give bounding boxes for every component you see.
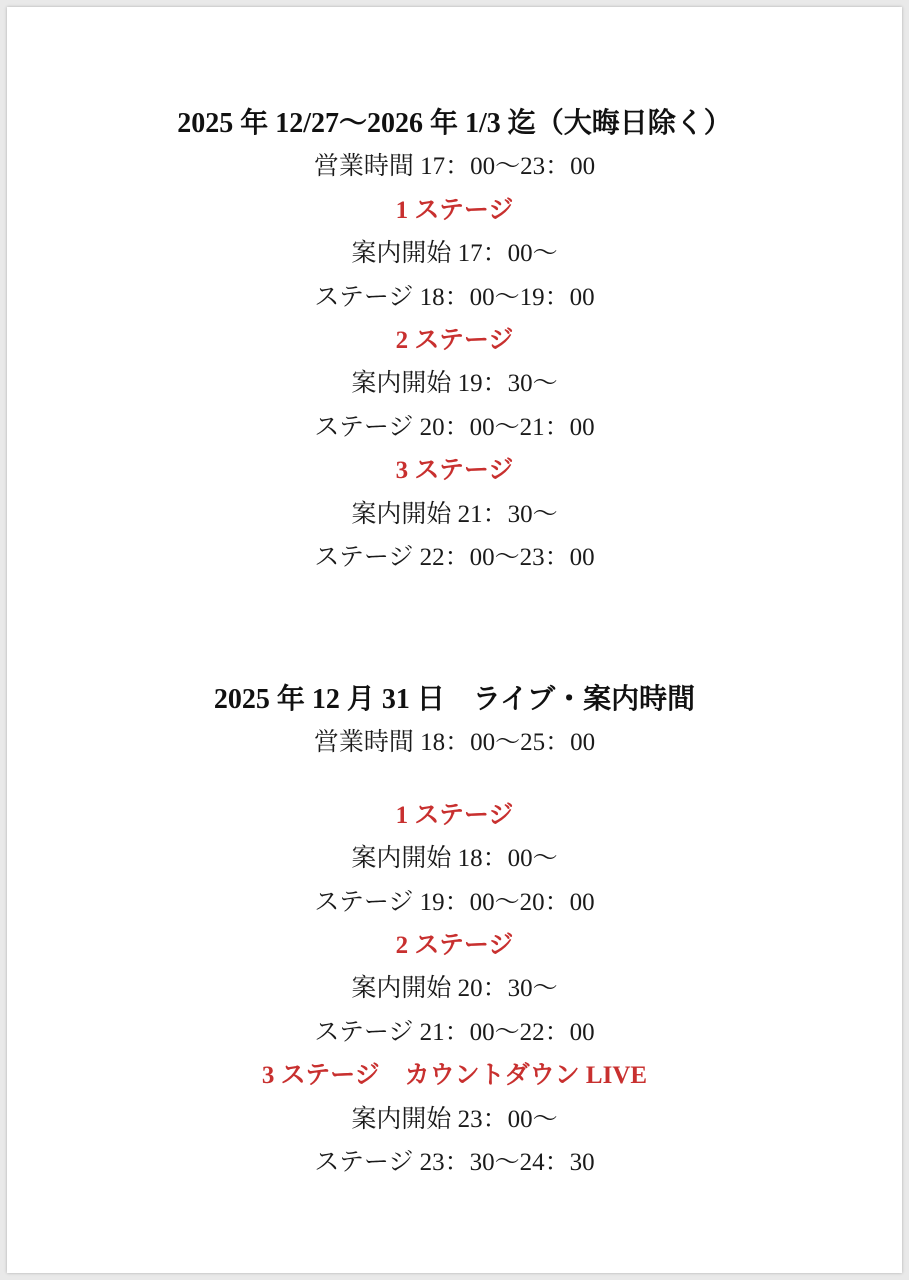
guide-start-time: 案内開始 17：00〜 bbox=[351, 240, 558, 268]
guide-start-time: 案内開始 19：30〜 bbox=[351, 370, 558, 398]
stage-heading: 2 ステージ bbox=[395, 326, 514, 354]
regular-schedule-section bbox=[7, 102, 902, 579]
stage-time: ステージ 20：00〜21：00 bbox=[314, 413, 595, 441]
guide-start-time: 案内開始 20：30〜 bbox=[351, 975, 558, 1003]
stage-heading: 1 ステージ bbox=[395, 196, 514, 224]
stage-time: ステージ 18：00〜19：00 bbox=[314, 283, 595, 311]
spacer bbox=[7, 765, 902, 794]
stage-heading-countdown: 3 ステージ カウントダウン LIVE bbox=[261, 1062, 648, 1090]
section-title: 2025 年 12/27〜2026 年 1/3 迄（大晦日除く） bbox=[177, 108, 732, 139]
section-title: 2025 年 12 月 31 日 ライブ・案内時間 bbox=[213, 684, 696, 715]
stage-heading: 3 ステージ bbox=[395, 457, 514, 485]
business-hours: 営業時間 18：00〜25：00 bbox=[313, 729, 596, 757]
stage-heading: 1 ステージ bbox=[395, 801, 514, 829]
business-hours: 営業時間 17：00〜23：00 bbox=[313, 153, 596, 181]
stage-time: ステージ 23：30〜24：30 bbox=[314, 1148, 595, 1176]
guide-start-time: 案内開始 21：30〜 bbox=[351, 500, 558, 528]
guide-start-time: 案内開始 18：00〜 bbox=[351, 845, 558, 873]
stage-time: ステージ 19：00〜20：00 bbox=[314, 888, 595, 916]
document-page bbox=[7, 7, 902, 1273]
stage-heading: 2 ステージ bbox=[395, 931, 514, 959]
new-years-eve-section bbox=[7, 678, 902, 1184]
stage-time: ステージ 22：00〜23：00 bbox=[314, 543, 595, 571]
guide-start-time: 案内開始 23：00〜 bbox=[351, 1105, 558, 1133]
stage-time: ステージ 21：00〜22：00 bbox=[314, 1018, 595, 1046]
